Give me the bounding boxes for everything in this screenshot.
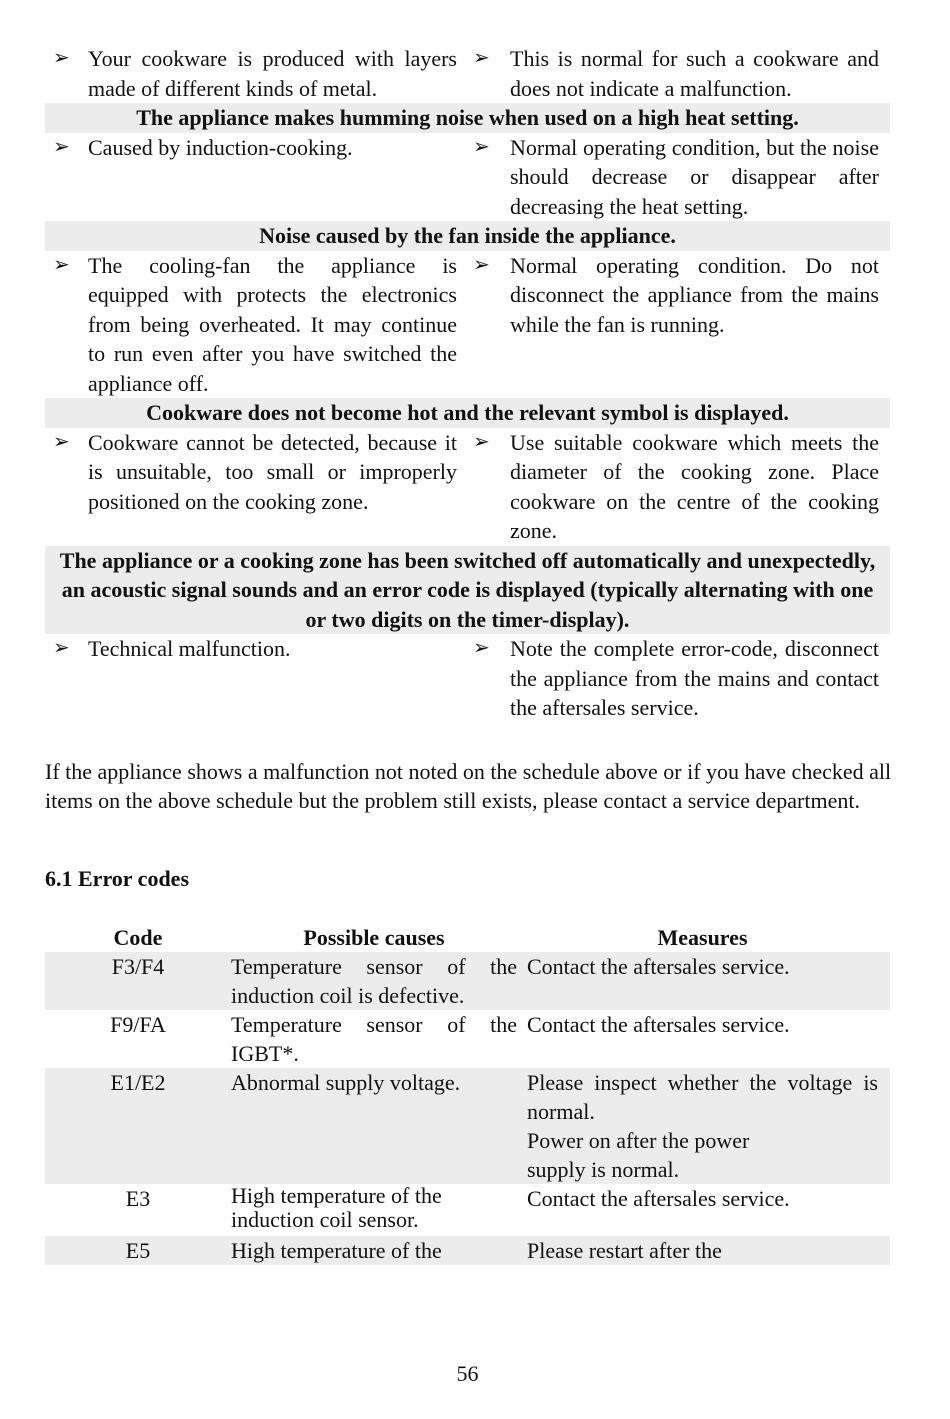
- measure-text: Please inspect whether the voltage is normal.: [527, 1069, 878, 1124]
- error-code: E3: [125, 1185, 151, 1211]
- arrow-bullet-icon: ➢: [473, 430, 490, 453]
- section-title: 6.1 Error codes: [45, 865, 189, 891]
- error-code: F3/F4: [111, 953, 165, 979]
- cause-text: Technical malfunction.: [88, 636, 291, 661]
- possible-cause: Abnormal supply voltage.: [231, 1069, 461, 1095]
- arrow-bullet-icon: ➢: [53, 637, 70, 659]
- cause-cell: [45, 251, 467, 399]
- remedy-text: Note the complete error-code, disconnect the appliance from the mains and contact the aftersales service.: [510, 636, 879, 720]
- remedy-text: This is normal for such a cookware and does not indicate a malfunction.: [510, 46, 879, 101]
- table-row: [45, 44, 890, 103]
- cause-text: Caused by induction-cooking.: [88, 134, 353, 160]
- possible-cause: Temperature sensor of the induction coil is defective.: [231, 953, 517, 1008]
- causes-column-header: Possible causes: [303, 924, 445, 950]
- code-column-header: Code: [113, 924, 163, 950]
- section-header: Noise caused by the fan inside the appliance.: [45, 221, 890, 251]
- section-header: Cookware does not become hot and the relevant symbol is displayed.: [45, 398, 890, 428]
- table-row: [45, 1236, 890, 1265]
- remedy-cell: [467, 634, 889, 723]
- cause-text: The cooling-fan the appliance is equipped with protects the electronics from being overheated. It may continue to run even after you have switched the appliance off.: [88, 252, 457, 396]
- arrow-bullet-icon: ➢: [473, 47, 490, 69]
- remedy-cell: [467, 428, 889, 546]
- table-row: [45, 1068, 890, 1184]
- error-code: E1/E2: [110, 1069, 166, 1095]
- page-number: 56: [456, 1361, 479, 1386]
- note-paragraph: If the appliance shows a malfunction not noted on the schedule above or if you have checked all items on the above schedule but the problem still exists, please contact a service department.: [45, 758, 892, 813]
- possible-cause: High temperature of the: [231, 1237, 442, 1263]
- table-row: [45, 1184, 890, 1236]
- measure: [527, 1068, 890, 1184]
- possible-cause: Temperature sensor of the IGBT*.: [231, 1011, 517, 1066]
- error-code-table: [45, 923, 890, 1265]
- cause-cell: [45, 133, 467, 222]
- remedy-text: Use suitable cookware which meets the diameter of the cooking zone. Place cookware on the centre of the cooking zone.: [510, 429, 879, 543]
- arrow-bullet-icon: ➢: [473, 135, 490, 158]
- measure: Contact the aftersales service.: [527, 953, 790, 979]
- table-row: [45, 428, 890, 546]
- table-row: [45, 952, 890, 1010]
- remedy-text: Normal operating condition. Do not disconnect the appliance from the mains while the fan is running.: [510, 252, 879, 337]
- arrow-bullet-icon: ➢: [473, 253, 490, 276]
- remedy-cell: [467, 251, 889, 399]
- table-row: [45, 634, 890, 723]
- troubleshooting-table: [45, 44, 890, 723]
- error-code: F9/FA: [110, 1011, 166, 1037]
- cause-cell: [45, 428, 467, 546]
- cause-text: Cookware cannot be detected, because it is unsuitable, too small or improperly positioned on the cooking zone.: [88, 429, 457, 514]
- cause-cell: [45, 634, 467, 723]
- table-row: [45, 251, 890, 399]
- section-header: The appliance or a cooking zone has been switched off automatically and unexpectedly, an acoustic signal sounds and an error code is displayed (typically alternating with one or two digits on the timer-display).: [45, 546, 890, 635]
- table-row: [45, 1010, 890, 1068]
- arrow-bullet-icon: ➢: [53, 47, 70, 69]
- manual-page: [45, 44, 890, 1265]
- remedy-cell: [467, 44, 889, 103]
- measure: Contact the aftersales service.: [527, 1011, 790, 1037]
- table-header-row: [45, 923, 890, 952]
- remedy-cell: [467, 133, 889, 222]
- cause-text: Your cookware is produced with layers made of different kinds of metal.: [88, 46, 457, 101]
- arrow-bullet-icon: ➢: [53, 430, 70, 453]
- arrow-bullet-icon: ➢: [473, 637, 490, 659]
- error-code: E5: [125, 1237, 151, 1263]
- section-header: The appliance makes humming noise when used on a high heat setting.: [45, 103, 890, 133]
- arrow-bullet-icon: ➢: [53, 135, 70, 158]
- measure: Please restart after the: [527, 1237, 722, 1263]
- cause-cell: [45, 44, 467, 103]
- possible-cause: High temperature of the induction coil sensor.: [231, 1182, 442, 1232]
- measure: Contact the aftersales service.: [527, 1185, 790, 1211]
- measures-column-header: Measures: [657, 924, 748, 950]
- remedy-text: Normal operating condition, but the noise should decrease or disappear after decreasing the heat setting.: [510, 134, 879, 219]
- arrow-bullet-icon: ➢: [53, 253, 70, 276]
- table-row: [45, 133, 890, 222]
- measure-extra-text: Power on after the power supply is normal.: [527, 1127, 750, 1182]
